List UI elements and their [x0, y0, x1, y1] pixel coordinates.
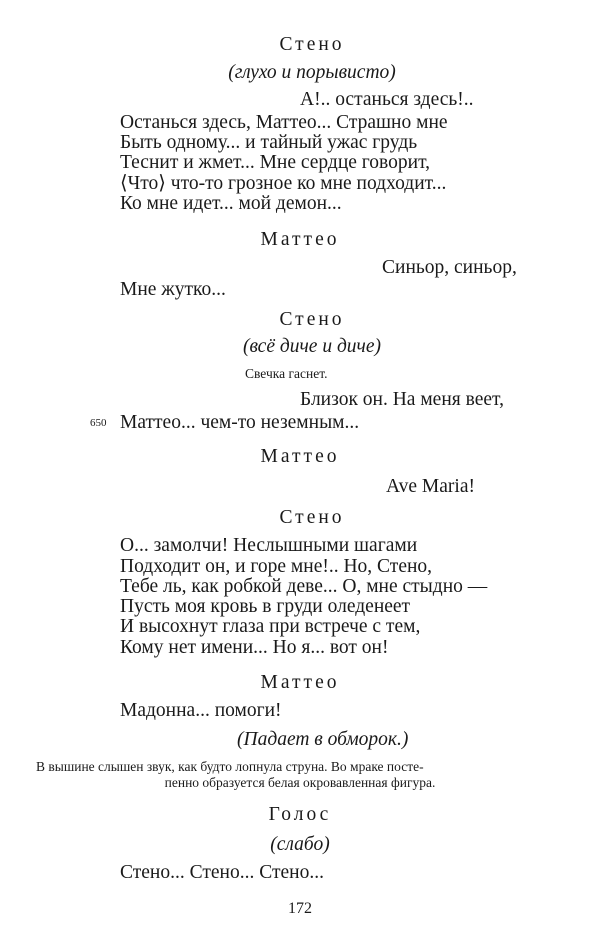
verse-line: Останься здесь, Маттео... Страшно мне — [120, 112, 448, 133]
verse-line: Быть одному... и тайный ужас грудь — [120, 132, 418, 153]
verse-line: Ave Maria! — [386, 476, 475, 497]
verse-line: О... замолчи! Неслышными шагами — [120, 535, 418, 556]
verse-line: Тебе ль, как робкой деве... О, мне стыдно — — [120, 576, 488, 597]
verse-line: И высохнут глаза при встрече с тем, — [120, 616, 421, 637]
verse-line: Стено... Стено... Стено... — [120, 862, 324, 883]
verse-line: Синьор, синьор, — [382, 257, 517, 278]
stage-direction: (глухо и порывисто) — [228, 62, 396, 83]
verse-line: Маттео... чем-то неземным... — [120, 412, 360, 433]
stage-direction: (Падает в обморок.) — [237, 729, 409, 750]
speaker-name: Маттео — [260, 229, 340, 250]
verse-line: А!.. останься здесь!.. — [300, 89, 474, 110]
stage-note: пенно образуется белая окровавленная фигура. — [164, 775, 436, 790]
verse-line: Близок он. На меня веет, — [300, 389, 504, 410]
verse-line: ⟨Что⟩ что-то грозное ко мне подходит... — [120, 173, 447, 194]
speaker-name: Стено — [279, 34, 345, 55]
speaker-name: Стено — [279, 507, 345, 528]
speaker-name: Маттео — [260, 672, 340, 693]
stage-note: Свечка гаснет. — [245, 366, 328, 381]
stage-note: В вышине слышен звук, как будто лопнула струна. Во мраке посте- — [36, 759, 424, 774]
stage-direction: (слабо) — [270, 834, 330, 855]
verse-line: Кому нет имени... Но я... вот он! — [120, 637, 389, 658]
verse-line: Подходит он, и горе мне!.. Но, Стено, — [120, 556, 433, 577]
verse-line: Мадонна... помоги! — [120, 700, 282, 721]
verse-line: Теснит и жмет... Мне сердце говорит, — [120, 152, 431, 173]
speaker-name: Стено — [279, 309, 345, 330]
page-number: 172 — [288, 900, 312, 917]
speaker-name: Голос — [268, 804, 332, 825]
line-number: 650 — [90, 417, 107, 429]
speaker-name: Маттео — [260, 446, 340, 467]
verse-line: Мне жутко... — [120, 279, 226, 300]
verse-line: Пусть моя кровь в груди оледенеет — [120, 596, 411, 617]
verse-line: Ко мне идет... мой демон... — [120, 193, 342, 214]
stage-direction: (всё диче и диче) — [242, 336, 382, 357]
